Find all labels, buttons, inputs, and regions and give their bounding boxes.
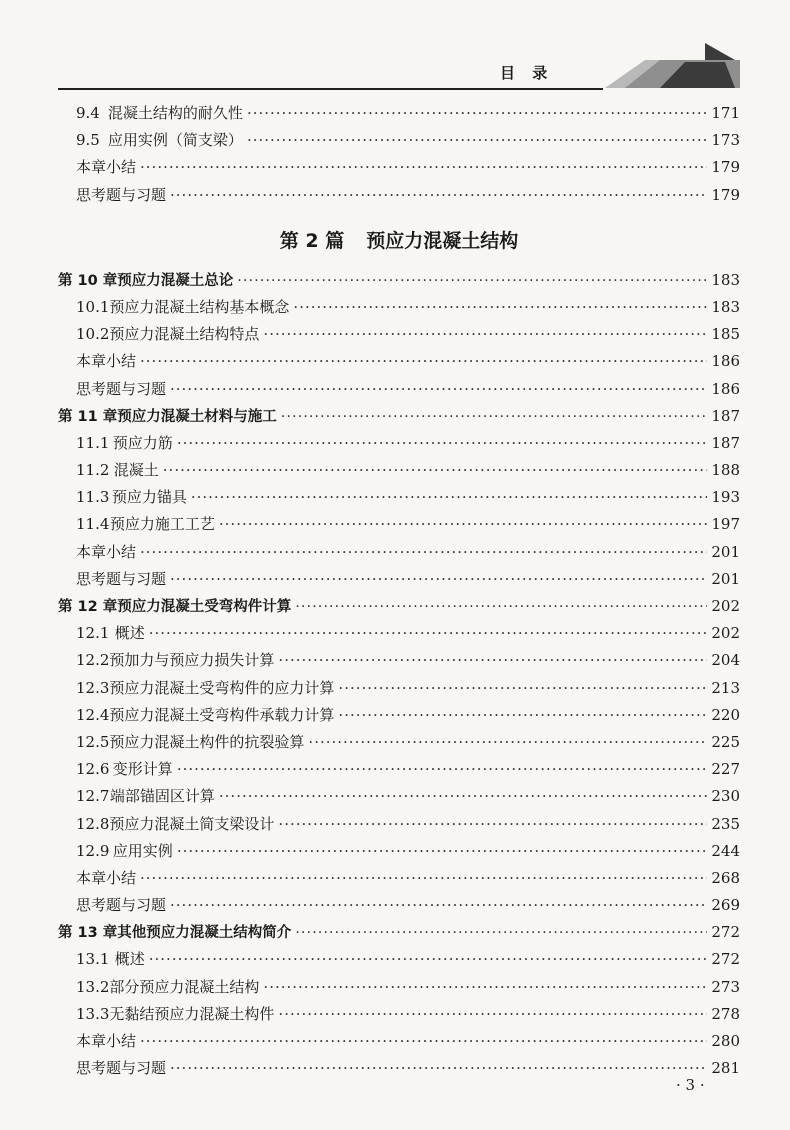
toc-entry-number: 12.9 [76,841,110,860]
toc-entry-title: 预应力混凝土总论 [117,272,234,289]
toc-page-number: 280 [711,1032,740,1050]
toc-page-number: 202 [711,624,740,643]
toc-entry-number: 11.1 [76,433,110,452]
toc-section-row[interactable] [58,840,740,867]
toc-leader-dots [308,733,707,751]
toc-entry-title: 思考题与习题 [76,896,167,915]
toc-page-number: 201 [711,569,740,588]
toc-leader-dots [140,543,707,561]
toc-entry-title: 混凝土 [113,461,159,480]
toc-entry-number: 13.1 [76,950,110,969]
toc-entry-title: 概述 [114,950,145,969]
toc-entry-number: 第 10 章 [58,272,118,289]
toc-entry-number: 第 13 章 [58,925,118,942]
toc-page-number: 186 [711,352,740,371]
toc-entry-number: 10.1 [76,297,110,316]
toc-section-row[interactable] [58,1003,740,1030]
part-title: 预应力混凝土结构 [366,230,519,253]
toc-leader-dots [140,869,707,887]
toc-entry-title: 思考题与习题 [76,569,167,588]
toc-leader-dots [278,651,707,669]
toc-leader-dots [177,434,708,452]
toc-entry-title: 预应力锚具 [111,488,187,507]
toc-subitem-row[interactable] [58,568,740,595]
toc-entry-title: 预应力混凝土结构特点 [109,325,260,344]
toc-subitem-row[interactable] [58,541,740,568]
toc-page-number: 179 [711,158,740,177]
toc-entry-title: 其他预应力混凝土结构简介 [117,925,292,942]
toc-entry-title: 预应力筋 [112,433,173,452]
toc-subitem-row[interactable] [58,894,740,921]
toc-leader-dots [247,104,707,122]
toc-entry-title: 端部锚固区计算 [109,787,215,806]
toc-section-row[interactable] [58,486,740,513]
toc-entry-title: 预应力混凝土简支梁设计 [109,814,275,833]
toc-leader-dots [140,352,707,370]
toc-entry-title: 预应力施工工艺 [109,515,215,534]
toc-leader-dots [338,679,707,697]
toc-page-number: 227 [711,760,740,779]
toc-subitem-row[interactable] [58,378,740,405]
toc-page-number: 185 [711,325,740,344]
toc-page-number: 268 [711,868,740,887]
toc-entry-title: 本章小结 [76,352,137,371]
toc-leader-dots [191,488,708,506]
toc-page-number: 187 [711,433,740,452]
toc-page-number: 269 [711,896,740,915]
toc-entry-title: 预应力混凝土构件的抗裂验算 [109,732,305,751]
toc-chapter-row[interactable] [58,595,740,622]
toc-entry-number: 12.1 [76,624,110,643]
toc-entry-number: 11.4 [76,515,110,534]
toc-entry-number: 9.4 [76,104,100,122]
toc-chapter-row[interactable] [58,921,740,948]
toc-entry-title: 本章小结 [76,868,137,887]
toc-section-row[interactable] [58,731,740,758]
toc-entry-title: 应用实例（简支梁） [107,131,243,150]
toc-entry-title: 思考题与习题 [76,379,167,398]
toc-section-part1-tail [58,102,740,211]
toc-leader-dots [263,978,707,996]
toc-entry-number: 13.3 [76,1004,110,1023]
toc-entry-title: 思考题与习题 [76,185,167,204]
part-heading [58,211,740,269]
toc-entry-number: 11.3 [76,488,110,507]
toc-section-row[interactable] [58,704,740,731]
toc-entry-title: 预加力与预应力损失计算 [109,651,275,670]
toc-entry-number: 12.7 [76,787,110,806]
toc-leader-dots [170,896,707,914]
toc-entry-number: 12.2 [76,651,110,670]
toc-page-number: 230 [711,787,740,806]
toc-page-number: 272 [711,923,740,942]
toc-leader-dots [177,760,708,778]
toc-page-number: 235 [711,814,740,833]
toc-leader-dots [338,706,707,724]
part-number: 第 2 篇 [279,230,345,253]
toc-page-number: 281 [711,1059,740,1078]
toc-entry-number: 第 12 章 [58,599,118,615]
toc-leader-dots [237,273,707,289]
toc-subitem-row[interactable] [58,1057,740,1084]
table-of-contents [58,102,740,1084]
toc-leader-dots [170,1059,707,1077]
toc-leader-dots [295,925,707,941]
toc-entry-title: 预应力混凝土结构基本概念 [109,297,290,316]
toc-leader-dots [219,515,707,533]
toc-page-number: 179 [711,185,740,204]
toc-section-row[interactable] [58,129,740,156]
toc-subitem-row[interactable] [58,184,740,211]
toc-page-number: 188 [711,461,740,480]
toc-section-row[interactable] [58,513,740,540]
toc-section-row[interactable] [58,649,740,676]
header-rule [58,88,603,90]
toc-section-row[interactable] [58,459,740,486]
header-decoration-icon [585,38,740,98]
toc-leader-dots [281,409,708,425]
toc-section-row[interactable] [58,758,740,785]
toc-page-number: 244 [711,841,740,860]
toc-subitem-row[interactable] [58,156,740,183]
toc-section-row[interactable] [58,323,740,350]
toc-page-number: 220 [711,705,740,724]
toc-leader-dots [293,298,707,316]
toc-entry-title: 部分预应力混凝土结构 [109,977,260,996]
toc-section-row[interactable] [58,785,740,812]
toc-page-number: 213 [711,678,740,697]
toc-entry-number: 12.8 [76,814,110,833]
toc-leader-dots [149,950,708,968]
toc-leader-dots [149,624,708,642]
toc-entry-number: 11.2 [76,461,110,480]
toc-entry-title: 混凝土结构的耐久性 [107,104,243,122]
toc-section-row[interactable] [58,677,740,704]
toc-page-number: 187 [711,406,740,425]
toc-section-row[interactable] [58,102,740,129]
toc-leader-dots [295,599,707,615]
toc-page-number: 272 [711,950,740,969]
page-number: · 3 · [676,1076,705,1094]
toc-page-number: 225 [711,732,740,751]
toc-page-number: 204 [711,651,740,670]
toc-section-row[interactable] [58,622,740,649]
toc-entry-title: 无黏结预应力混凝土构件 [109,1004,275,1023]
toc-entry-title: 预应力混凝土受弯构件计算 [117,599,292,615]
toc-entry-number: 12.4 [76,705,110,724]
toc-leader-dots [140,1032,707,1050]
toc-leader-dots [163,461,708,479]
toc-entry-number: 第 11 章 [58,408,118,425]
toc-entry-title: 本章小结 [76,542,137,561]
toc-section-row[interactable] [58,296,740,323]
toc-chapter-row[interactable] [58,405,740,432]
toc-entry-number: 9.5 [76,131,100,150]
toc-entry-title: 应用实例 [112,841,173,860]
toc-entry-title: 变形计算 [112,760,173,779]
toc-leader-dots [219,787,707,805]
toc-entry-number: 13.2 [76,977,110,996]
toc-page-number: 201 [711,542,740,561]
toc-page-number: 278 [711,1004,740,1023]
toc-subitem-row[interactable] [58,350,740,377]
toc-section-row[interactable] [58,432,740,459]
toc-page-number: 197 [711,515,740,534]
toc-entry-title: 思考题与习题 [76,1059,167,1078]
toc-subitem-row[interactable] [58,1030,740,1057]
toc-page-number: 193 [711,488,740,507]
toc-entry-title: 预应力混凝土受弯构件的应力计算 [109,678,335,697]
toc-leader-dots [170,570,707,588]
toc-page-number: 183 [711,270,740,289]
toc-page-number: 171 [711,104,740,122]
toc-page-number: 202 [711,597,740,615]
toc-entry-number: 10.2 [76,325,110,344]
toc-section-row[interactable] [58,976,740,1003]
toc-entry-title: 预应力混凝土受弯构件承载力计算 [109,705,335,724]
toc-entry-number: 12.5 [76,732,110,751]
toc-leader-dots [177,842,708,860]
toc-leader-dots [263,325,707,343]
running-header-title: 目 录 [500,64,554,82]
toc-entry-title: 预应力混凝土材料与施工 [117,408,277,425]
toc-leader-dots [278,1005,707,1023]
toc-entry-title: 概述 [114,624,145,643]
toc-section-part2 [58,269,740,1085]
toc-page-number: 186 [711,379,740,398]
toc-entry-title: 本章小结 [76,158,137,177]
toc-subitem-row[interactable] [58,867,740,894]
toc-leader-dots [170,380,707,398]
toc-leader-dots [170,186,707,204]
toc-chapter-row[interactable] [58,269,740,296]
toc-leader-dots [278,815,707,833]
toc-leader-dots [140,158,707,176]
toc-section-row[interactable] [58,948,740,975]
toc-entry-number: 12.3 [76,678,110,697]
toc-page-number: 273 [711,977,740,996]
toc-page-number: 183 [711,297,740,316]
toc-leader-dots [247,131,707,149]
toc-entry-number: 12.6 [76,760,110,779]
toc-section-row[interactable] [58,813,740,840]
toc-entry-title: 本章小结 [76,1032,137,1050]
toc-page-number: 173 [711,131,740,150]
